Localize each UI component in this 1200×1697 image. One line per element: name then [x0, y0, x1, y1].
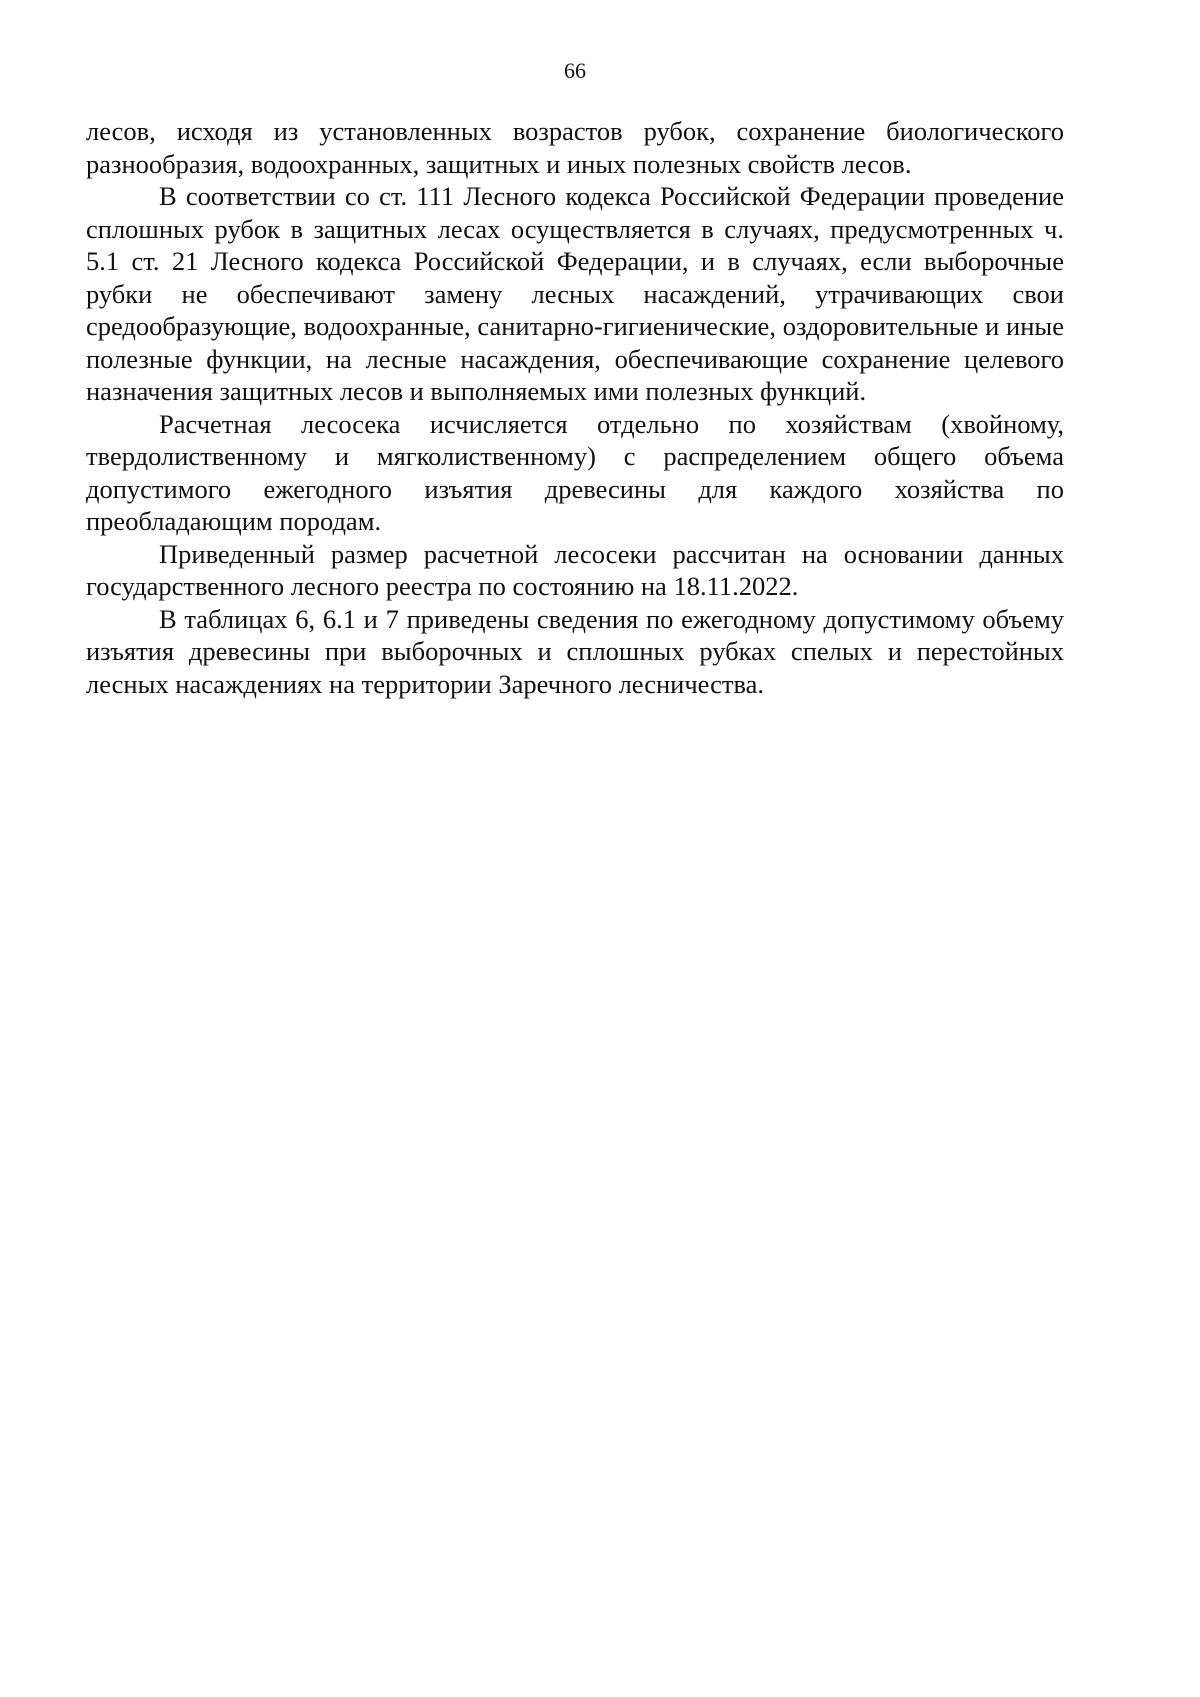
paragraph-allowable-cut: Расчетная лесосека исчисляется отдельно по хозяйствам (хвойному, твердолиственному и мягколиственному) с распределением общего объема допустимого ежегодного изъятия древесины для каждого хозяйства по преобладающим породам. — [86, 408, 1064, 536]
paragraph-registry-date: Приведенный размер расчетной лесосеки рассчитан на основании данных государственного лесного реестра по состоянию на 18.11.2022. — [86, 538, 1064, 601]
body-text — [86, 115, 1064, 700]
paragraph-continuation: лесов, исходя из установленных возрастов рубок, сохранение биологического разнообразия, водоохранных, защитных и иных полезных свойств лесов. — [86, 116, 1064, 179]
paragraph-tables-reference: В таблицах 6, 6.1 и 7 приведены сведения по ежегодному допустимому объему изъятия древесины при выборочных и сплошных рубках спелых и перестойных лесных насаждениях на территории Заречного лесничества. — [86, 603, 1064, 699]
paragraph-clear-cutting: В соответствии со ст. 111 Лесного кодекса Российской Федерации проведение сплошных рубок в защитных лесах осуществляется в случаях, предусмотренных ч. 5.1 ст. 21 Лесного кодекса Российской Федерации, и в случаях, если выборочные рубки не обеспечивают замену лесных насаждений, утрачивающих свои средообразующие, водоохранные, санитарно-гигиенические, оздоровительные и иные полезные функции, на лесные насаждения, обеспечивающие сохранение целевого назначения защитных лесов и выполняемых ими полезных функций. — [86, 181, 1064, 406]
page-number: 66 — [564, 58, 586, 83]
